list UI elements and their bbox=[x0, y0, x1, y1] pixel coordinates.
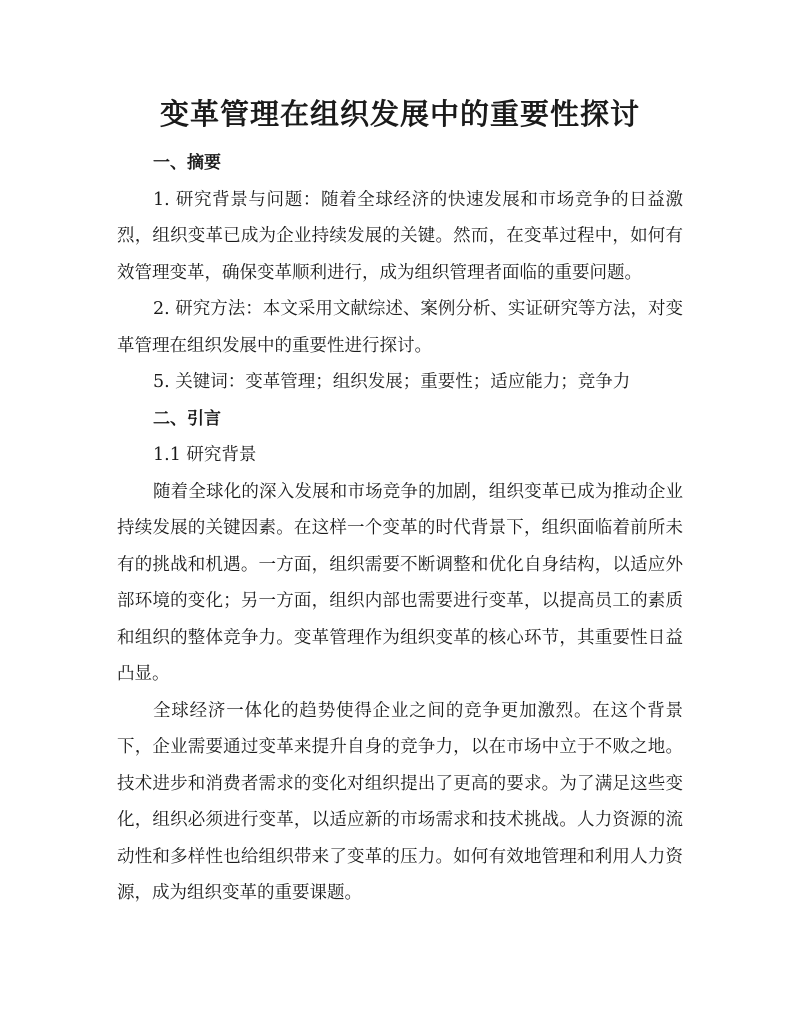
intro-paragraph-2: 全球经济一体化的趋势使得企业之间的竞争更加激烈。在这个背景下，企业需要通过变革来提升自身的竞争力，以在市场中立于不败之地。技术进步和消费者需求的变化对组织提出了更高的要求。为了满足这些变化，组织必须进行变革，以适应新的市场需求和技术挑战。人力资源的流动性和多样性也给组织带来了变革的压力。如何有效地管理和利用人力资源，成为组织变革的重要课题。 bbox=[117, 700, 683, 903]
intro-paragraph-1: 随着全球化的深入发展和市场竞争的加剧，组织变革已成为推动企业持续发展的关键因素。在这样一个变革的时代背景下，组织面临着前所未有的挑战和机遇。一方面，组织需要不断调整和优化自身结构，以适应外部环境的变化；另一方面，组织内部也需要进行变革，以提高员工的素质和组织的整体竞争力。变革管理作为组织变革的核心环节，其重要性日益凸显。 bbox=[117, 481, 683, 684]
section-heading-intro: 二、引言 bbox=[153, 408, 221, 429]
document-body bbox=[117, 145, 683, 912]
abstract-paragraph-method: 2. 研究方法：本文采用文献综述、案例分析、实证研究等方法，对变革管理在组织发展中的重要性进行探讨。 bbox=[117, 299, 683, 356]
section-heading-abstract: 一、摘要 bbox=[153, 153, 221, 173]
subsection-heading-background: 1.1 研究背景 bbox=[153, 445, 257, 465]
abstract-paragraph-keywords: 5. 关键词：变革管理；组织发展；重要性；适应能力；竞争力 bbox=[153, 372, 631, 392]
abstract-paragraph-background: 1. 研究背景与问题：随着全球经济的快速发展和市场竞争的日益激烈，组织变革已成为企业持续发展的关键。然而，在变革过程中，如何有效管理变革，确保变革顺利进行，成为组织管理者面临的重要问题。 bbox=[117, 189, 683, 283]
document-title: 变革管理在组织发展中的重要性探讨 bbox=[159, 97, 640, 131]
